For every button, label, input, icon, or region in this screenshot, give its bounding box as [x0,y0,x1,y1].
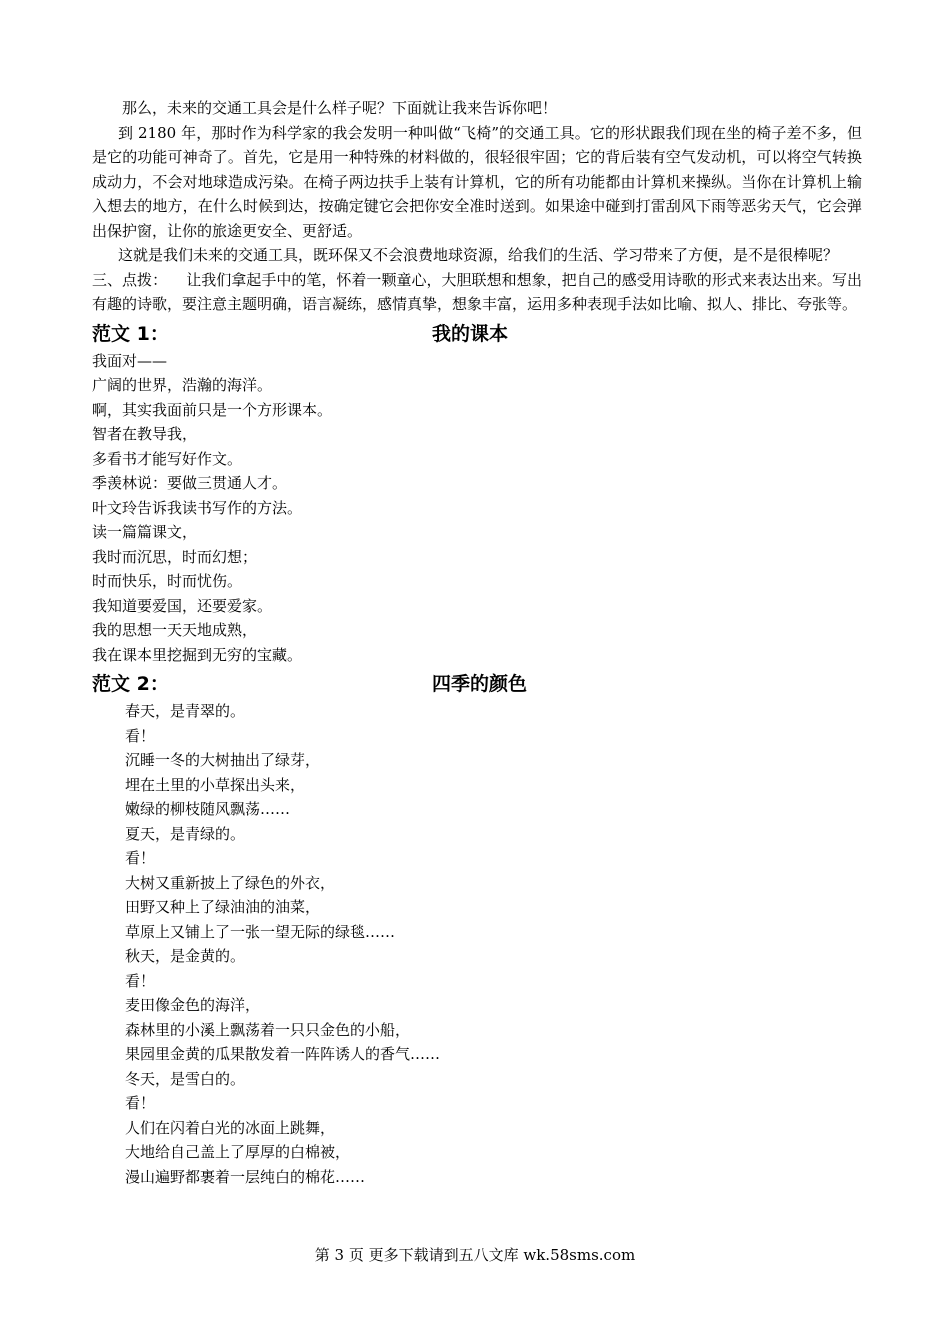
guidance-label: 三、点拨： [92,270,168,289]
guidance-paragraph [92,268,862,317]
poem-line: 读一篇篇课文， [92,523,198,541]
poem-line: 我知道要爱国，还要爱家。 [92,596,273,615]
poem-line: 智者在教导我， [92,425,198,443]
example-2-title: 四季的颜色 [432,673,528,695]
example-1-label: 范文 1： [92,322,169,345]
intro-paragraph-1: 那么，未来的交通工具会是什么样子呢？下面就让我来告诉你吧！ [122,99,558,117]
example-1-poem [92,349,862,668]
example-1-title: 我的课本 [432,322,509,345]
poem-line: 广阔的世界，浩瀚的海洋。 [92,376,273,394]
poem-line: 果园里金黄的瓜果散发着一阵阵诱人的香气…… [125,1045,441,1063]
poem-line: 我时而沉思，时而幻想； [92,547,258,566]
poem-line: 我的思想一天天地成熟， [92,621,258,639]
poem-line: 漫山遍野都裹着一层纯白的棉花…… [125,1167,366,1186]
poem-line: 多看书才能写好作文。 [92,449,243,468]
poem-line: 草原上又铺上了一张一望无际的绿毯…… [125,922,396,941]
poem-line: 我面对—— [92,351,168,370]
intro-paragraph-3: 这就是我们未来的交通工具，既环保又不会浪费地球资源，给我们的生活、学习带来了方便，是不是很棒呢？ [118,246,839,264]
poem-line: 冬天，是雪白的。 [125,1069,246,1088]
poem-line: 看！ [125,849,156,867]
poem-line: 田野又种上了绿油油的油菜， [125,898,321,916]
poem-line: 时而快乐，时而忧伤。 [92,572,243,590]
example-2-label: 范文 2： [92,673,169,695]
poem-line: 春天，是青翠的。 [125,702,246,720]
page-content [92,96,862,1189]
page-footer: 第 3 页 更多下载请到五八文库 wk.58sms.com [314,1246,636,1264]
example-1-heading [92,319,862,349]
poem-line: 看！ [125,1094,156,1112]
poem-line: 季羡林说：要做三贯通人才。 [92,474,288,492]
poem-line: 埋在土里的小草探出头来， [125,775,306,794]
poem-line: 麦田像金色的海洋， [125,996,261,1014]
guidance-text: 让我们拿起手中的笔，怀着一颗童心，大胆联想和想象，把自己的感受用诗歌的形式来表达出来。写出有趣的诗歌，要注意主题明确，语言凝练，感情真挚，想象丰富，运用多种表现手法如比喻、拟人、排比、夸张等。 [92,270,862,313]
poem-line: 夏天，是青绿的。 [125,824,246,843]
poem-line: 看！ [125,726,156,745]
poem-line: 人们在闪着白光的冰面上跳舞， [125,1118,336,1137]
poem-line: 我在课本里挖掘到无穷的宝藏。 [92,645,303,664]
poem-line: 嫩绿的柳枝随风飘荡…… [125,800,291,818]
poem-line: 秋天，是金黄的。 [125,947,246,965]
poem-line: 沉睡一冬的大树抽出了绿芽， [125,751,321,769]
poem-line: 大树又重新披上了绿色的外衣， [125,873,336,892]
intro-paragraph-2: 到 2180 年，那时作为科学家的我会发明一种叫做“飞椅”的交通工具。它的形状跟我们现在坐的椅子差不多，但是它的功能可神奇了。首先，它是用一种特殊的材料做的，很轻很牢固；它的背后装有空气发动机，可以将空气转换成动力，不会对地球造成污染。在椅子两边扶手上装有计算机，它的所有功能都由计算机来操纵。当你在计算机上输入想去的地方，在什么时候到达，按确定键它会把你安全准时送到。如果途中碰到打雷刮风下雨等恶劣天气，它会弹出保护窗，让你的旅途更安全、更舒适。 [92,123,862,240]
poem-line: 啊，其实我面前只是一个方形课本。 [92,400,333,419]
poem-line: 叶文玲告诉我读书写作的方法。 [92,498,303,517]
poem-line: 看！ [125,971,156,990]
example-2-heading [92,669,862,699]
poem-line: 大地给自己盖上了厚厚的白棉被， [125,1143,351,1161]
example-2-poem [92,699,862,1189]
poem-line: 森林里的小溪上飘荡着一只只金色的小船， [125,1020,411,1039]
